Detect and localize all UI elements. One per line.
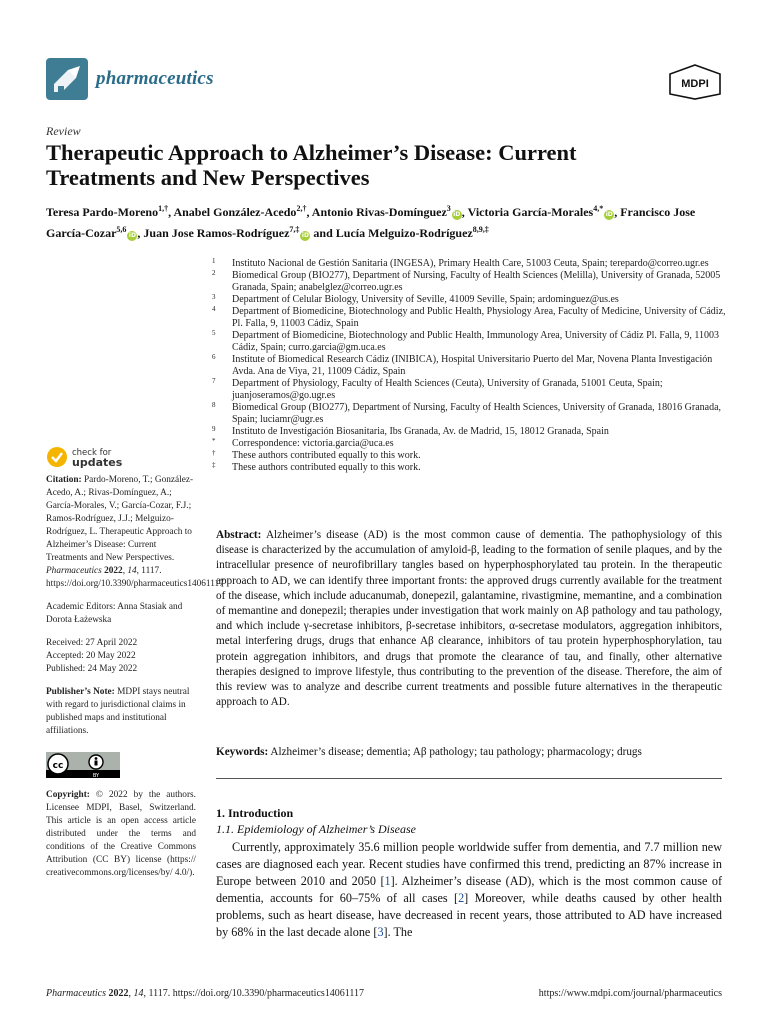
received-date: Received: 27 April 2022: [46, 638, 138, 648]
citation-label: Citation:: [46, 475, 82, 485]
keywords-label: Keywords:: [216, 746, 269, 758]
citation-link[interactable]: 1: [384, 874, 391, 888]
intro-paragraph: Currently, approximately 35.6 million people worldwide suffer from dementia, and 7.7 million new cases are diagnosed each year. Recent studies have confirmed this trend, predicting an 87% increase in Europe between 2010 and 2050 [1]. Alzheimer’s disease (AD), which is the most common cause of dementia, accounts for 60–75% of all cases [2] Moreover, while deaths caused by other health problems, such as heart disease, have decreased in recent years, those attributed to AD have increased by 68% in the last decade alone [3]. The: [216, 840, 723, 939]
author-separator: ,: [168, 205, 172, 219]
affiliation-text: Department of Biomedicine, Biotechnology and Public Health, Physiology Area, Faculty of Medicine, University of Cádiz, Pl. Falla, 9, 11003 Cádiz, Spain: [232, 306, 726, 329]
affiliation-text: Instituto Nacional de Gestión Sanitaria (INGESA), Primary Health Care, 51003 Ceuta, Spain; terepardo@correo.ugr.es: [232, 258, 709, 269]
citation-text: Pardo-Moreno, T.; González-Acedo, A.; Rivas-Domínguez, A.; García-Morales, V.; García-Cozar, F.J.; Ramos-Rodríguez, J.J.; Melguizo-Rodríguez, L. Therapeutic Approach to Alzheimer’s Disease: Current Treatments and New Perspectives.: [46, 475, 194, 563]
author-separator: ,: [306, 205, 310, 219]
author-affiliation-marker: 8,9,‡: [472, 225, 489, 234]
affiliation-item: [212, 294, 732, 306]
publisher-note: [46, 686, 196, 738]
author-affiliation-marker: 2,†: [296, 204, 307, 213]
affiliation-number: 9: [212, 425, 216, 433]
affiliation-text: Department of Physiology, Faculty of Health Sciences (Ceuta), University of Granada, 51001 Ceuta, Spain; juanjoseramos@go.ugr.es: [232, 378, 663, 401]
affiliation-text: Correspondence: victoria.garcia@uca.es: [232, 438, 394, 449]
published-date: Published: 24 May 2022: [46, 664, 138, 674]
author-name: Teresa Pardo-Moreno: [46, 205, 159, 219]
copyright-block: [46, 789, 196, 880]
footer-citation: Pharmaceutics 2022, 14, 1117. https://doi.org/10.3390/pharmaceutics14061117: [46, 988, 365, 999]
affiliation-item: [212, 402, 732, 426]
affiliation-number: 2: [212, 269, 216, 277]
sidebar: [46, 444, 224, 890]
affiliation-item: [212, 426, 732, 438]
author-list: [46, 200, 726, 242]
affiliation-text: Biomedical Group (BIO277), Department of Nursing, Faculty of Health Sciences (Melilla), University of Granada, 52005 Granada, Spain; anabelglez@correo.ugr.es: [232, 270, 721, 293]
author-name: Francisco Jose García-Cozar: [46, 205, 696, 240]
orcid-icon[interactable]: iD: [453, 211, 461, 218]
affiliation-item: [212, 270, 732, 294]
affiliation-item: [212, 306, 732, 330]
cc-by-license-icon[interactable]: [46, 752, 120, 778]
affiliation-text: Department of Biomedicine, Biotechnology and Public Health, Immunology Area, University of Cádiz Pl. Falla, 9, 11003 Cádiz, Spain; curro.garcia@gm.uca.es: [232, 330, 720, 353]
abstract: [216, 528, 722, 710]
pharmaceutics-logo-icon: [46, 58, 88, 100]
citation-year: 2022: [104, 566, 123, 576]
affiliation-text: Instituto de Investigación Biosanitaria, Ibs Granada, Av. de Madrid, 15, 18012 Granada, Spain: [232, 426, 609, 437]
affiliation-item: [212, 330, 732, 354]
keywords: [216, 745, 722, 760]
orcid-icon[interactable]: iD: [128, 232, 136, 239]
author-separator: ,: [137, 226, 141, 240]
mdpi-logo: [668, 64, 722, 100]
copyright-text: © 2022 by the authors. Licensee MDPI, Basel, Switzerland. This article is an open access article distributed under the terms and conditions of the Creative Commons Attribution (CC BY) license (https:// creativecommons.org/licenses/by/ 4.0/).: [46, 790, 196, 878]
affiliation-text: Biomedical Group (BIO277), Department of Nursing, Faculty of Health Sciences, University of Granada, 18016 Granada, Spain; luciamr@ugr.es: [232, 402, 722, 425]
citation-link[interactable]: 3: [377, 925, 384, 939]
author-name: Lucía Melguizo-Rodríguez: [335, 226, 473, 240]
affiliation-number: ‡: [212, 461, 216, 469]
affiliation-number: 4: [212, 305, 216, 313]
citation-block: Citation: Pardo-Moreno, T.; González-Acedo, A.; Rivas-Domínguez, A.; García-Morales, V.; García-Cozar, F.J.; Ramos-Rodríguez, J.J.; Melguizo-Rodríguez, L. Therapeutic Approach to Alzheimer’s Disease: Current Treatments and New Perspectives. Pharmaceutics 2022, 14, 1117. https://doi.org/10.3390/pharmaceutics14061117: [46, 475, 224, 589]
affiliation-item: [212, 378, 732, 402]
article-title: Therapeutic Approach to Alzheimer’s Disease: Current Treatments and New Perspectives: [46, 140, 577, 190]
affiliation-list: [212, 258, 732, 474]
orcid-icon[interactable]: iD: [605, 211, 613, 218]
author-affiliation-marker: 5,6: [116, 225, 127, 234]
affiliation-number: 5: [212, 329, 216, 337]
citation-journal: Pharmaceutics: [46, 566, 102, 576]
affiliation-text: These authors contributed equally to this work.: [232, 450, 421, 461]
author-separator: ,: [461, 205, 465, 219]
publisher-note-text: MDPI stays neutral with regard to jurisdictional claims in published maps and institutional affiliations.: [46, 687, 190, 736]
author-name: Antonio Rivas-Domínguez: [311, 205, 447, 219]
subsection-heading: 1.1. Epidemiology of Alzheimer’s Disease: [216, 822, 416, 836]
check-updates-icon: [46, 446, 68, 468]
section-heading: 1. Introduction: [216, 806, 294, 820]
affiliation-text: These authors contributed equally to this work.: [232, 462, 421, 473]
svg-text:cc: cc: [52, 761, 64, 771]
check-updates-line1: check for: [72, 448, 112, 458]
affiliation-text: Institute of Biomedical Research Cádiz (INIBICA), Hospital Universitario Puerto del Mar, Novena Planta Investigación Avda. Ana de Viya, 21, 11009 Cádiz, Spain: [232, 354, 713, 377]
author-affiliation-marker: 1,†: [158, 204, 169, 213]
affiliation-number: *: [212, 437, 216, 445]
divider: [216, 778, 722, 779]
affiliation-number: 8: [212, 401, 216, 409]
affiliation-item: [212, 258, 732, 270]
author-affiliation-marker: 7,‡: [289, 225, 300, 234]
check-updates-line2: updates: [72, 456, 123, 469]
article-type: Review: [46, 124, 81, 138]
check-for-updates-button[interactable]: [46, 444, 196, 472]
academic-editors: Academic Editors: Anna Stasiak and Dorota Łażewska: [46, 602, 183, 625]
affiliation-number: 7: [212, 377, 216, 385]
affiliation-number: 1: [212, 257, 216, 265]
affiliation-item: [212, 462, 732, 474]
affiliation-number: †: [212, 449, 216, 457]
affiliation-number: 3: [212, 293, 216, 301]
affiliation-item: [212, 438, 732, 450]
publisher-note-label: Publisher’s Note:: [46, 687, 115, 697]
footer-journal-url[interactable]: https://www.mdpi.com/journal/pharmaceutics: [538, 988, 722, 999]
author-affiliation-marker: 4,*: [593, 204, 604, 213]
svg-text:MDPI: MDPI: [681, 78, 709, 90]
page-header: [46, 58, 726, 102]
dates-block: [46, 637, 196, 676]
author-name: Juan Jose Ramos-Rodríguez: [143, 226, 290, 240]
affiliation-item: [212, 354, 732, 378]
copyright-label: Copyright:: [46, 790, 90, 800]
keywords-text: Alzheimer’s disease; dementia; Aβ pathology; tau pathology; pharmacology; drugs: [270, 746, 642, 758]
affiliation-number: 6: [212, 353, 216, 361]
author-separator: and: [310, 226, 333, 240]
abstract-label: Abstract:: [216, 529, 262, 541]
citation-doi[interactable]: , 1117. https://doi.org/10.3390/pharmaceutics14061117: [46, 566, 224, 589]
citation-link[interactable]: 2: [458, 891, 465, 905]
author-affiliation-marker: 3: [446, 204, 451, 213]
author-separator: ,: [614, 205, 618, 219]
journal-name: pharmaceutics: [96, 68, 214, 89]
affiliation-text: Department of Celular Biology, University of Seville, 41009 Seville, Spain; ardominguez@us.es: [232, 294, 619, 305]
svg-text:BY: BY: [92, 773, 100, 778]
orcid-icon[interactable]: iD: [301, 232, 309, 239]
abstract-text: Alzheimer’s disease (AD) is the most common cause of dementia. The pathophysiology of this disease is characterized by the accumulation of amyloid-β, leading to the formation of senile plaques, and by the intracellular presence of neurofibrillary tangles based on hyperphosphorylated tau protein. In the therapeutic approach to AD, we can identify three important fronts: the approved drugs currently available for the treatment of the disease, which include aducanumab, donepezil, galantamine, rivastigmine, memantine, and a combination of memantine and donepezil; therapies under investigation that work mainly on Aβ pathology and tau pathology, and which include γ-secretase inhibitors, β-secretase inhibitors, α-secretase modulators, aggregation inhibitors, metal interfering drugs, drugs that enhance Aβ clearance, inhibitors of tau protein hyperphosphorylation, tau protein aggregation inhibitors, and drugs that promote the clearance of tau, and finally, other alternative therapies designed to improve lifestyle, thus contributing to the prevention of the disease. Therefore, the aim of this review was to analyze and describe current treatments and possible future alternatives in the therapeutic approach to AD.: [216, 529, 723, 709]
affiliation-item: [212, 450, 732, 462]
accepted-date: Accepted: 20 May 2022: [46, 651, 136, 661]
citation-volume: 14: [127, 566, 137, 576]
author-name: Victoria García-Morales: [467, 205, 594, 219]
author-name: Anabel González-Acedo: [173, 205, 297, 219]
